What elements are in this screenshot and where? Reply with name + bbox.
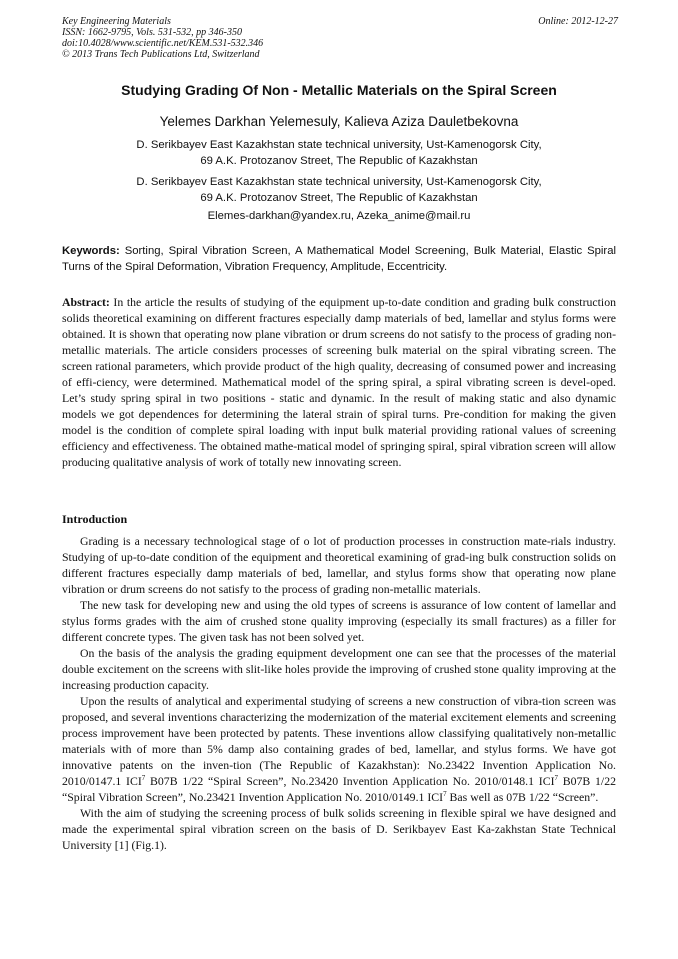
paragraph: On the basis of the analysis the grading equipment development one can see that the processes of the material double excitement on the screens with slit-like holes provide the improving of crushed stone quality improving at the increasing production capacity. <box>62 646 616 692</box>
superscript: 7 <box>141 774 146 783</box>
paper-title: Studying Grading Of Non - Metallic Materials on the Spiral Screen <box>121 82 557 98</box>
keywords-text: Sorting, Spiral Vibration Screen, A Mathematical Model Screening, Bulk Material, Elastic Spiral Turns of the Spiral Deformation, Vibration Frequency, Amplitude, Eccentricity. <box>62 245 616 273</box>
keywords-block <box>62 243 616 275</box>
running-header <box>62 16 618 60</box>
paragraph: The new task for developing new and using the old types of screens is assurance of low content of lamellar and stylus forms grades with the aim of crushed stone quality improving (especially its small fractures) as a filler for different concrete types. The given task has not been solved yet. <box>62 598 616 644</box>
keywords-label: Keywords: <box>62 245 120 257</box>
superscript: 7 <box>554 774 558 783</box>
author-list: Yelemes Darkhan Yelemesuly, Kalieva Aziza Dauletbekovna <box>159 114 519 129</box>
abstract-text: In the article the results of studying of the equipment up-to-date condition and grading bulk construction solids theoretical examining on different fractures especially damp materials of bed, lamellar and stylus forms were obtained. It is shown that operating now plane vibration or drum screens do not satisfy to the process of grading non-metallic materials. The article considers processes of screening bulk material on the spiral vibrating screen. The screen rational parameters, which provide product of the high quality, decreasing of consumed power and increasing of effi-ciency, were determined. Mathematical model of the spring spiral, a spiral vibrating screen is devel-oped. Let’s study spring spiral in two positions - static and dynamic. In the result of making static and also dynamic models we got dependences for determining the lateral strain of spiral turns. Pre-condition for making the given model is the condition of complete spiral loading with input bulk material providing rational values of screening efficiency and effectiveness. The obtained mathe-matical model of springing spiral, spiral vibration screen will allow producing qualitative analysis of work of totally new innovating screen. <box>62 295 616 469</box>
affiliation-2 <box>62 174 616 206</box>
author-emails: Elemes-darkhan@yandex.ru, Azeka_anime@mail.ru <box>207 210 471 222</box>
paragraph: Grading is a necessary technological stage of o lot of production processes in construction mate-rials industry. Studying of up-to-date condition of the equipment and theoretical examining of grad-ing bulk construction solids on different fractures especially damp materials of bed, lamellar, and stylus forms show that operating now plane vibration or drum screens do not satisfy to the process of grading non-metallic materials. <box>62 534 616 596</box>
paragraph: With the aim of studying the screening process of bulk solids screening in flexible spiral we have designed and made the experimental spiral vibration screen on the basis of D. Serikbayev East Ka-zakhstan State Technical University [1] (Fig.1). <box>62 806 616 852</box>
text-run: Upon the results of analytical and experimental studying of screens a new construction of vibra-tion screen was proposed, and several inventions characterizing the modernization of the material excitement elements and screening process improvement have been protected by patents. These inventions allow classifying qualitatively non-metallic materials with of more than 5% damp also containing grades of bed, lamellar, and stylus forms. We have got innovative patents on the inven-tion (The Republic of Kazakhstan): No.23422 Invention Application No. 2010/0147.1 ICI <box>62 694 616 788</box>
section-heading-introduction: Introduction <box>62 512 128 526</box>
affiliation-line: D. Serikbayev East Kazakhstan state technical university, Ust-Kamenogorsk City, <box>136 139 542 151</box>
abstract-block <box>62 294 616 470</box>
text-run: B07B 1/22 “Spiral Screen”, No.23420 Invention Application No. 2010/0148.1 ICI <box>145 774 555 788</box>
doi-line: doi:10.4028/www.scientific.net/KEM.531-532.346 <box>62 38 264 49</box>
copyright-line: © 2013 Trans Tech Publications Ltd, Switzerland <box>62 49 260 60</box>
affiliation-line: 69 A.K. Protozanov Street, The Republic of Kazakhstan <box>200 192 478 204</box>
abstract-label: Abstract: <box>62 295 110 309</box>
online-date: Online: 2012-12-27 <box>538 16 618 27</box>
text-run: Bas well as 07B 1/22 “Screen”. <box>446 790 599 804</box>
affiliation-line: D. Serikbayev East Kazakhstan state technical university, Ust-Kamenogorsk City, <box>136 176 542 188</box>
issn-line: ISSN: 1662-9795, Vols. 531-532, pp 346-350 <box>62 27 242 38</box>
journal-name: Key Engineering Materials <box>62 16 171 27</box>
affiliation-1 <box>62 137 616 169</box>
text-run: B07B 1/22 “Spiral Vibration Screen”, No.23421 Invention Application No. 2010/0149.1 ICI <box>62 774 617 804</box>
paragraph-patents <box>62 693 616 805</box>
affiliation-line: 69 A.K. Protozanov Street, The Republic of Kazakhstan <box>200 155 478 167</box>
introduction-body <box>62 533 616 853</box>
superscript: 7 <box>443 790 447 799</box>
